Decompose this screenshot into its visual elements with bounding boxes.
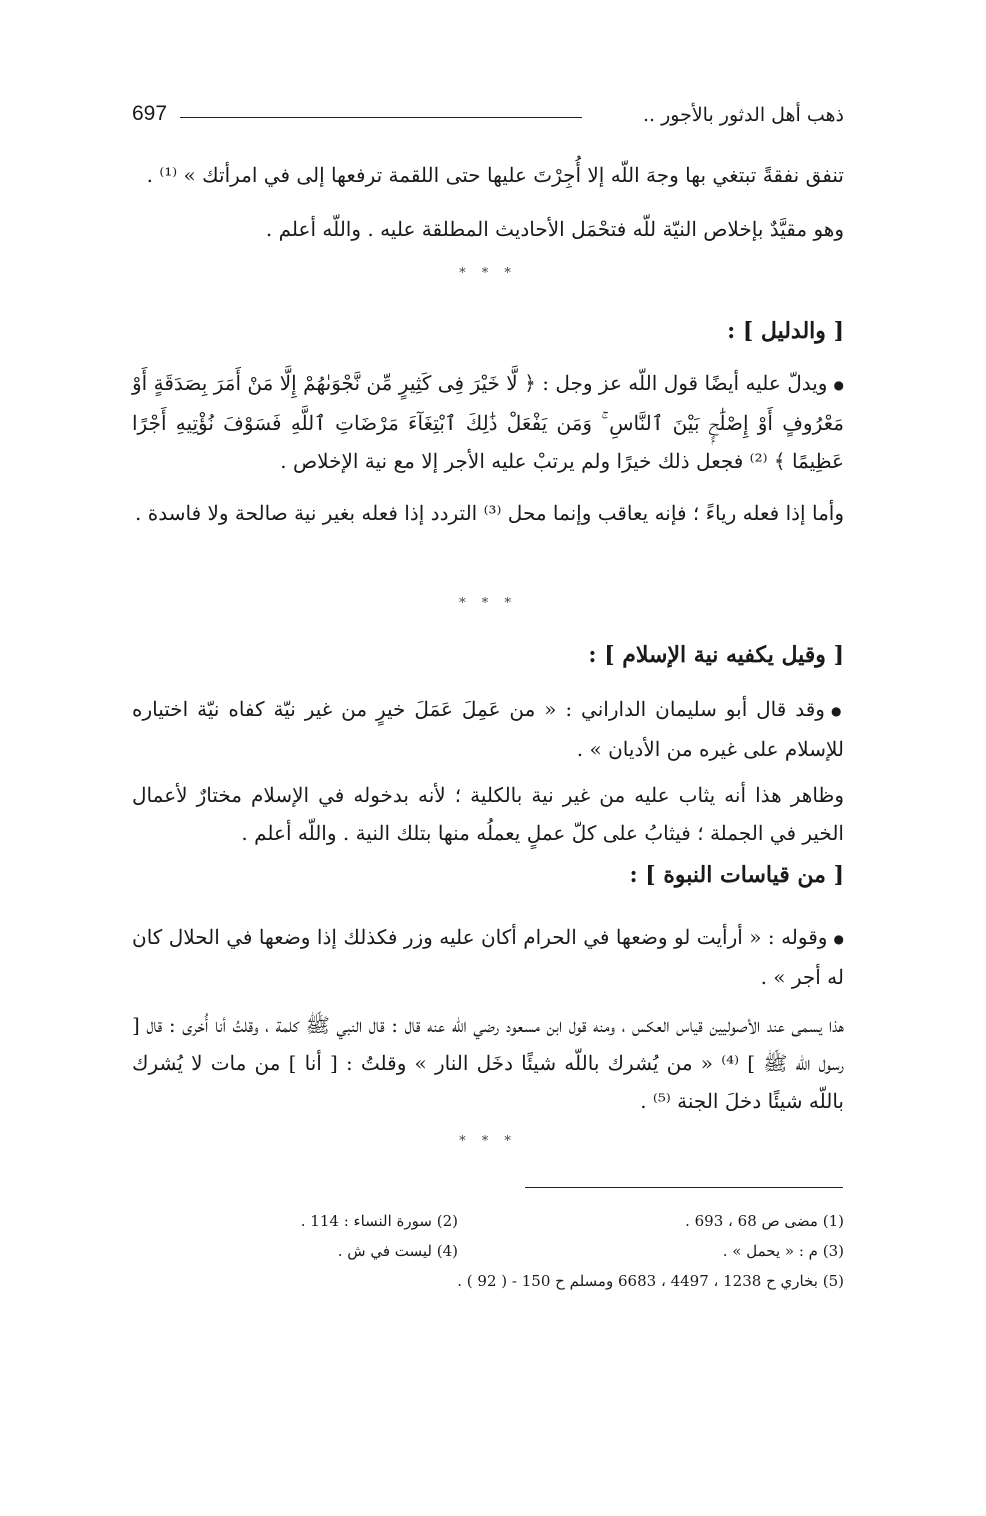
footnote-5: (5) بخاري ح 1238 ، 4497 ، 6683 ومسلم ح 150 - ( 92 ) . bbox=[457, 1272, 844, 1290]
paragraph-7-text: ● وقوله : « أرأيت لو وضعها في الحرام أكان عليه وزر فكذلك إذا وضعها في الحلال كان له أجر » . bbox=[132, 918, 844, 996]
paragraph-2-text: وهو مقيَّدٌ بإخلاص النيّة للّه فتحْمَل الأحاديث المطلقة عليه . واللّه أعلم . bbox=[265, 217, 844, 241]
section-divider-3: * * * bbox=[459, 1134, 517, 1149]
footnote-2: (2) سورة النساء : 114 . bbox=[300, 1212, 458, 1230]
section-divider-1: * * * bbox=[459, 266, 517, 281]
paragraph-4 bbox=[132, 494, 844, 532]
page-number: 697 bbox=[132, 102, 168, 125]
heading-evidence: [ والدليل ] : bbox=[727, 318, 844, 344]
page-header bbox=[132, 98, 844, 138]
paragraph-6-text: وظاهر هذا أنه يثاب عليه من غير نية بالكلية ؛ لأنه بدخوله في الإسلام مختارٌ لأعمال الخير في الجملة ؛ فيثابُ على كلّ عملٍ يعملُه منها بتلك النية . واللّه أعلم . bbox=[132, 783, 844, 845]
section-divider-2: * * * bbox=[459, 596, 517, 611]
heading-prophetic-analogies: [ من قياسات النبوة ] : bbox=[629, 862, 844, 888]
footnote-4: (4) ليست في ش . bbox=[337, 1242, 458, 1260]
paragraph-7 bbox=[132, 918, 844, 996]
paragraph-1-text: تنفق نفقةً تبتغي بها وجهَ اللّه إلا أُجِرْتَ عليها حتى اللقمة ترفعها إلى في امرأتك » ⁽¹⁾ . bbox=[146, 163, 844, 187]
running-title: ذهب أهل الدثور بالأجور .. bbox=[642, 104, 844, 126]
paragraph-8-text: هذا يسمى عند الأصوليين قياس العكس ، ومنه قول ابن مسعود رضي اللّه عنه قال : قال النبي ﷺ كلمة ، وقلتُ أنا أُخرى : قال [ رسول اللّه ﷺ ] ⁽⁴⁾ « من يُشرك باللّه شيئًا دخَل النار » وقلتُ : [ أنا ] من مات لا يُشرك باللّه شيئًا دخلَ الجنة ⁽⁵⁾ . bbox=[132, 1013, 844, 1113]
paragraph-2 bbox=[132, 210, 844, 248]
paragraph-3-text: ● ويدلّ عليه أيضًا قول اللّه عز وجل : ﴿ لَّا خَيْرَ فِى كَثِيرٍ مِّن نَّجْوَىٰهُمْ إِلَّا مَنْ أَمَرَ بِصَدَقَةٍ أَوْ مَعْرُوفٍ أَوْ إِصْلَٰحٍۭ بَيْنَ ٱلنَّاسِ ۚ وَمَن يَفْعَلْ ذَٰلِكَ ٱبْتِغَآءَ مَرْضَاتِ ٱللَّهِ فَسَوْفَ نُؤْتِيهِ أَجْرًا عَظِيمًا ﴾ ⁽²⁾ فجعل ذلك خيرًا ولم يرتبْ عليه الأجر إلا مع نية الإخلاص . bbox=[132, 364, 844, 480]
paragraph-3 bbox=[132, 364, 844, 480]
paragraph-6 bbox=[132, 776, 844, 852]
header-rule bbox=[180, 117, 582, 118]
paragraph-8 bbox=[132, 1006, 844, 1120]
footnote-3: (3) م : « يحمل » . bbox=[722, 1242, 844, 1260]
paragraph-4-text: وأما إذا فعله رياءً ؛ فإنه يعاقب وإنما محل ⁽³⁾ التردد إذا فعله بغير نية صالحة ولا فاسدة . bbox=[135, 501, 844, 525]
paragraph-1 bbox=[132, 156, 844, 194]
paragraph-5-text: ● وقد قال أبو سليمان الداراني : « من عَمِلَ عَمَلَ خيرٍ من غير نيّة كفاه نيّة اختياره للإسلام على غيره من الأديان » . bbox=[132, 690, 844, 768]
paragraph-5 bbox=[132, 690, 844, 768]
footnote-1: (1) مضى ص 68 ، 693 . bbox=[685, 1212, 844, 1230]
footnote-rule bbox=[525, 1187, 843, 1188]
heading-islam-intention: [ وقيل يكفيه نية الإسلام ] : bbox=[588, 642, 844, 668]
